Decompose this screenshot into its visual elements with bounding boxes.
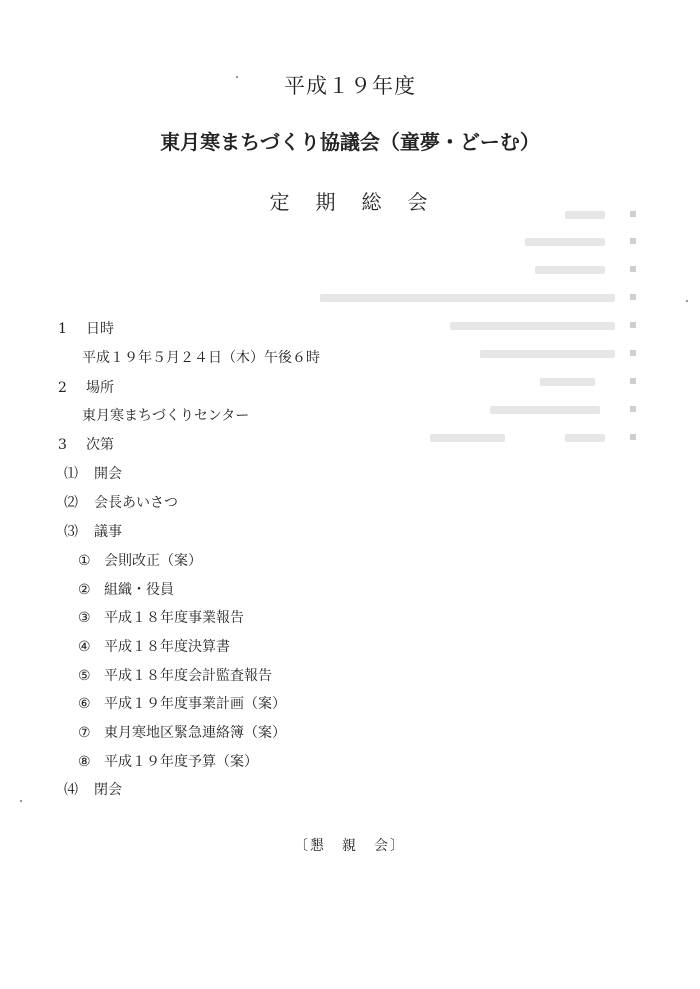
agenda-number: ⑴ — [64, 466, 78, 482]
item-text: 平成１８年度事業報告 — [104, 610, 244, 626]
item-text: 平成１９年度予算（案） — [104, 754, 258, 770]
agenda-number: ⑷ — [64, 782, 78, 798]
scan-speck — [686, 300, 688, 302]
agenda-item-greeting — [64, 492, 178, 512]
agenda-text: 開会 — [94, 466, 122, 482]
agenda-number: ⑶ — [64, 524, 78, 540]
agenda-text: 閉会 — [94, 782, 122, 798]
social-gathering-note: 〔懇 親 会〕 — [294, 838, 406, 854]
section-label: 次第 — [86, 437, 114, 453]
organization-title: 東月寒まちづくり協議会（童夢・どーむ） — [160, 130, 540, 154]
proceedings-item — [78, 665, 272, 685]
agenda-number: ⑵ — [64, 495, 78, 511]
section-agenda-label — [58, 434, 114, 454]
agenda-item-opening — [64, 463, 122, 483]
meeting-datetime: 平成１９年５月２４日（木）午後６時 — [82, 350, 320, 366]
agenda-text: 議事 — [94, 524, 122, 540]
item-number: ⑥ — [78, 696, 91, 712]
section-number: 2 — [58, 380, 67, 396]
section-number: 3 — [58, 437, 67, 453]
item-text: 組織・役員 — [104, 582, 174, 598]
proceedings-item — [78, 693, 286, 713]
proceedings-item — [78, 550, 202, 570]
section-venue-label — [58, 377, 114, 397]
item-text: 平成１９年度事業計画（案） — [104, 696, 286, 712]
item-number: ① — [78, 553, 91, 569]
bleed-through-marks — [310, 205, 650, 455]
scan-speck — [236, 76, 238, 78]
item-number: ② — [78, 582, 91, 598]
item-number: ⑧ — [78, 754, 91, 770]
section-datetime-label — [58, 318, 114, 338]
section-label: 場所 — [86, 380, 114, 396]
section-label: 日時 — [86, 321, 114, 337]
item-text: 東月寒地区緊急連絡簿（案） — [104, 725, 286, 741]
meeting-venue: 東月寒まちづくりセンター — [82, 408, 250, 424]
item-number: ④ — [78, 639, 91, 655]
scan-speck — [20, 800, 22, 802]
proceedings-item — [78, 607, 244, 627]
proceedings-item — [78, 636, 230, 656]
fiscal-year-heading: 平成１９年度 — [284, 74, 416, 98]
proceedings-item — [78, 722, 286, 742]
item-text: 平成１８年度決算書 — [104, 639, 230, 655]
proceedings-item — [78, 751, 258, 771]
item-number: ⑤ — [78, 668, 91, 684]
section-number: 1 — [58, 321, 67, 337]
agenda-text: 会長あいさつ — [94, 495, 178, 511]
item-text: 会則改正（案） — [104, 553, 202, 569]
agenda-item-proceedings — [64, 521, 122, 541]
item-text: 平成１８年度会計監査報告 — [104, 668, 272, 684]
item-number: ⑦ — [78, 725, 91, 741]
meeting-title: 定 期 総 会 — [269, 190, 431, 214]
proceedings-item — [78, 579, 174, 599]
agenda-item-closing — [64, 779, 122, 799]
item-number: ③ — [78, 610, 91, 626]
